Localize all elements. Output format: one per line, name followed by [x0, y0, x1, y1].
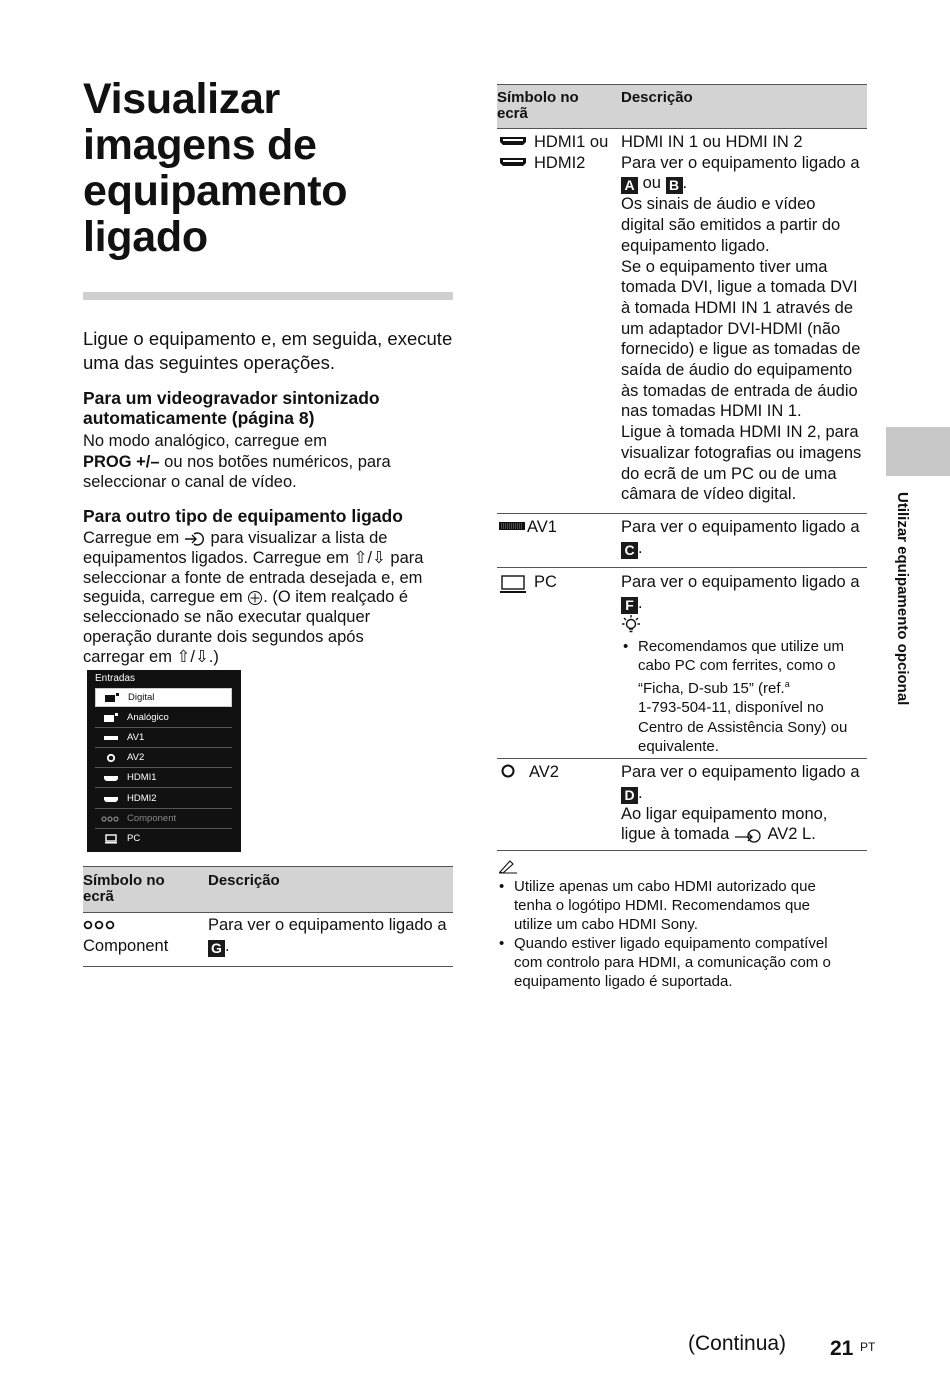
hdmi-icon [499, 157, 527, 167]
hdmi-symbol-label: HDMI1 ou HDMI2 [534, 133, 609, 172]
side-section-label: Utilizar equipamento opcional [894, 492, 911, 706]
menu-item-av1[interactable]: AV1 [95, 729, 232, 748]
av1-description: Para ver o equipamento ligado a C . [621, 518, 860, 558]
av-jack-icon [103, 753, 119, 763]
input-jack-icon [734, 826, 764, 844]
av1-symbol-label: AV1 [527, 518, 557, 536]
scart-icon [103, 733, 119, 743]
component-icon [83, 920, 117, 930]
input-select-icon [184, 531, 206, 547]
tip-lightbulb-icon [621, 614, 641, 634]
menu-item-pc[interactable]: PC [95, 830, 232, 849]
right-header-description: Descrição [621, 89, 693, 106]
menu-item-hdmi1[interactable]: HDMI1 [95, 769, 232, 788]
up-down-arrows-icon: ⇧/⇩ [353, 548, 386, 567]
row-divider [497, 513, 867, 514]
section-other [83, 506, 455, 668]
note-item: • Utilize apenas um cabo HDMI autorizado que tenha o logótipo HDMI. Recomendamos que utilize um cabo HDMI Sony. [497, 877, 867, 934]
section-vcr [83, 388, 455, 493]
tv-analog-icon [103, 713, 119, 723]
left-table-header [83, 866, 453, 913]
component-icon [101, 814, 119, 824]
connector-b-label: B [666, 177, 683, 194]
pc-description: Para ver o equipamento ligado a F . • Recomendamos que utilize um cabo PC com ferrites, como o “Ficha, D-sub 15” (ref.$^a$ 1-793-504-11, disponível no Centro de Assistência Sony) ou equivalente. [621, 572, 871, 756]
title-rule [83, 292, 453, 300]
av-jack-icon [500, 763, 516, 779]
enter-button-icon [247, 590, 263, 606]
tv-digital-icon [104, 693, 120, 703]
scart-icon [498, 521, 526, 531]
pc-icon [499, 575, 527, 595]
av2-symbol-label: AV2 [529, 763, 559, 781]
connector-f-label: F [621, 597, 638, 614]
note-item: • Quando estiver ligado equipamento compatível com controlo para HDMI, a comunicação com o equipamento ligado é suportada. [497, 934, 867, 991]
menu-item-hdmi2[interactable]: HDMI2 [95, 790, 232, 809]
left-header-description: Descrição [208, 872, 280, 889]
section-other-heading: Para outro tipo de equipamento ligado [83, 506, 403, 526]
page-number: 21 [830, 1337, 854, 1360]
continued-label: (Continua) [688, 1332, 787, 1355]
right-header-symbol: Símbolo no ecrã [497, 89, 579, 122]
section-vcr-text: No modo analógico, carregue em PROG +/– ou nos botões numéricos, para seleccionar o canal de vídeo. [83, 432, 391, 491]
pc-icon [103, 834, 119, 844]
inputs-menu-screenshot [87, 670, 241, 852]
connector-d-label: D [621, 787, 638, 804]
section-vcr-heading: Para um videogravador sintonizado automaticamente (página 8) [83, 388, 380, 428]
language-code: PT [860, 1340, 876, 1354]
side-tab-marker [886, 427, 950, 476]
right-table-header [497, 84, 867, 129]
intro-text: Ligue o equipamento e, em seguida, execute uma das seguintes operações. [83, 328, 453, 373]
menu-item-analog[interactable]: Analógico [95, 709, 232, 728]
row-divider [497, 567, 867, 568]
hdmi-icon [103, 773, 119, 783]
up-down-arrows-icon: ⇧/⇩ [176, 647, 209, 666]
menu-item-digital[interactable]: Digital [95, 688, 232, 707]
left-row-symbol: Component [83, 937, 169, 955]
right-table-bottom-rule [497, 850, 867, 851]
left-header-symbol: Símbolo no ecrã [83, 872, 165, 905]
pc-symbol-label: PC [534, 573, 557, 591]
connector-c-label: C [621, 542, 638, 559]
pc-tip: • Recomendamos que utilize um cabo PC com ferrites, como o “Ficha, D-sub 15” (ref.$^a$ 1-793-504-11, disponível no Centro de Assistência Sony) ou equivalente. [621, 637, 871, 756]
row-divider [497, 758, 867, 759]
menu-title: Entradas [95, 673, 136, 684]
hdmi-icon [103, 794, 119, 804]
page-title: Visualizar imagens de equipamento ligado [83, 75, 348, 261]
connector-a-label: A [621, 177, 638, 194]
hdmi-description: HDMI IN 1 ou HDMI IN 2 Para ver o equipamento ligado a A ou B . Os sinais de áudio e vídeo digital são emitidos a partir do equipamento ligado. Se o equipamento tiver uma tomada DVI, ligue a tomada DVI à tomada HDMI IN 1 através de um adaptador DVI-HDMI (não fornecido) e ligue as tomadas de saída de áudio do equipamento às tomadas de entrada de áudio nas tomadas HDMI IN 1. Ligue à tomada HDMI IN 2, para visualizar fotografias ou imagens do ecrã de um PC ou de uma câmara de vídeo digital. [621, 133, 862, 504]
section-other-text: Carregue em para visualizar a lista de equipamentos ligados. Carregue em ⇧/⇩ para seleccionar a fonte de entrada desejada e, em seguida, carregue em . (O item realçado é seleccionado se não executar qualquer operação durante dois segundos após carregar em ⇧/⇩.) [83, 529, 424, 666]
note-pencil-icon [498, 858, 518, 874]
left-table-bottom-rule [83, 966, 453, 967]
connector-g-label: G [208, 940, 225, 957]
hdmi-icon [499, 136, 527, 146]
av2-description: Para ver o equipamento ligado a D . Ao ligar equipamento mono, ligue à tomada AV2 L. [621, 763, 860, 844]
menu-item-component[interactable]: Component [95, 810, 232, 829]
left-row-description: Para ver o equipamento ligado a G . [208, 916, 447, 956]
menu-item-av2[interactable]: AV2 [95, 749, 232, 768]
notes-list [497, 877, 867, 991]
